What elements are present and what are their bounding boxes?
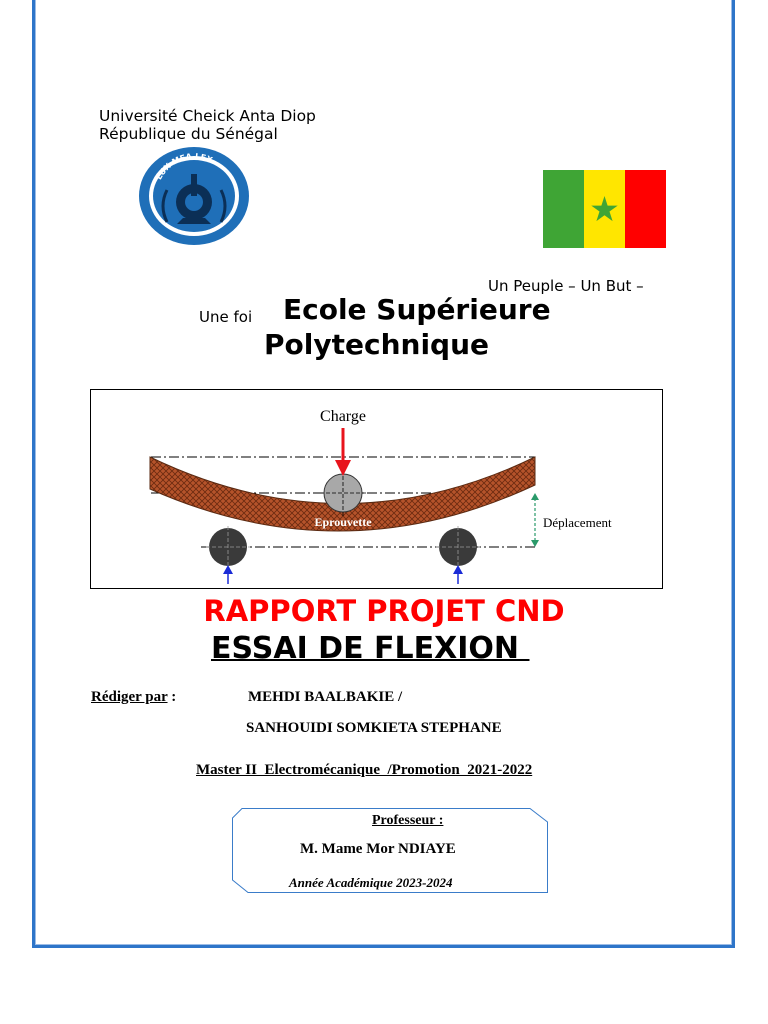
- author-2: SANHOUIDI SOMKIETA STEPHANE: [246, 720, 502, 736]
- program-line: Master II Electromécanique /Promotion 2021-2022: [196, 762, 533, 778]
- senegal-flag: [543, 170, 666, 248]
- authors-label-line: [91, 689, 176, 706]
- displacement-arrow-icon: [531, 540, 539, 547]
- author-1: MEHDI BAALBAKIE /: [248, 689, 403, 705]
- school-name-line2: Polytechnique: [264, 328, 490, 361]
- authors-label: Rédiger par: [91, 689, 168, 705]
- university-logo: [137, 146, 251, 246]
- logo-motto: LUX MEA LEX: [154, 151, 214, 182]
- reaction-arrow-right-icon: [453, 565, 463, 574]
- national-motto: Un Peuple – Un But –: [488, 277, 644, 295]
- authors-colon: :: [167, 689, 177, 705]
- professor-name: M. Mame Mor NDIAYE: [300, 841, 456, 857]
- report-subtitle: ESSAI DE FLEXION: [211, 631, 530, 666]
- professor-label: Professeur :: [372, 813, 444, 828]
- bending-test-figure: [90, 389, 663, 589]
- displacement-label: Déplacement: [543, 515, 612, 530]
- load-arrow-icon: [335, 460, 351, 476]
- load-label: Charge: [320, 408, 366, 425]
- report-title: RAPPORT PROJET CND: [203, 594, 565, 628]
- reaction-arrow-left-icon: [223, 565, 233, 574]
- academic-year: Année Académique 2023-2024: [289, 875, 453, 890]
- university-name: Université Cheick Anta Diop: [99, 107, 316, 125]
- school-name-line1: Ecole Supérieure: [283, 293, 551, 326]
- national-motto-end: Une foi: [199, 308, 253, 326]
- country-name: République du Sénégal: [99, 125, 278, 143]
- specimen-label: Eprouvette: [314, 515, 372, 529]
